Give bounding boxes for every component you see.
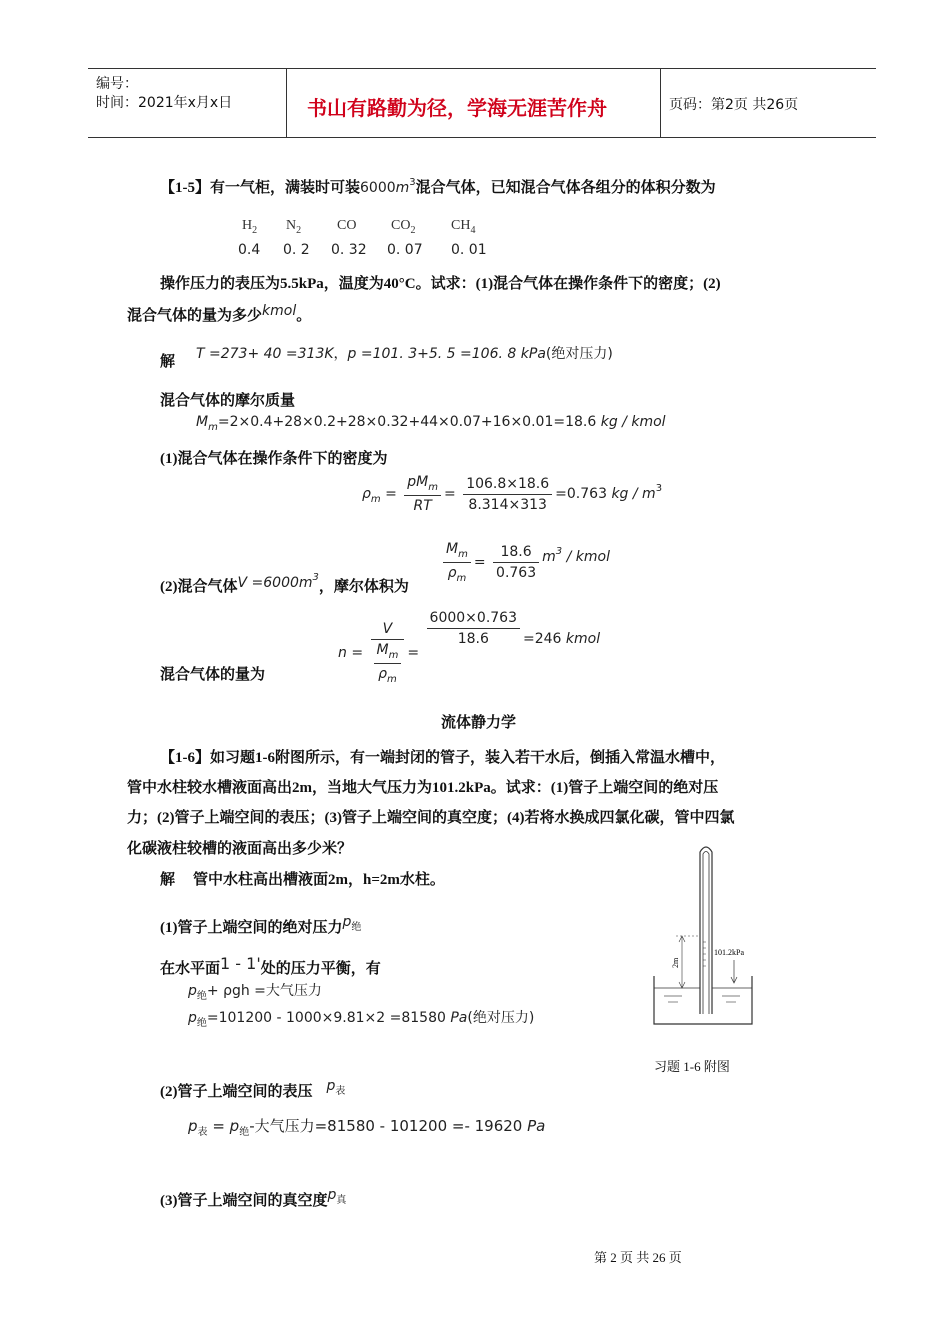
problem-1-6-line2: 管中水柱较水槽液面高出2m，当地大气压力为101.2kPa。试求：(1)管子上端空间的绝对压 bbox=[127, 780, 719, 796]
balance-text: 在水平面1 - 1'处的压力平衡，有 bbox=[160, 954, 381, 977]
amount-equation: n = $\frac{V}{\frac{M_m}{\rho_m}}$ = $\frac{6000\times 0.763}{18.6}$ =246 kmol bbox=[338, 610, 601, 685]
height-dimension bbox=[671, 936, 700, 988]
molar-volume-title: (2)混合气体$V =6000m^3$，摩尔体积为 bbox=[160, 572, 409, 595]
problem-1-6-line1: 【1-6】如习题1-6附图所示，有一端封闭的管子，装入若干水后，倒插入常温水槽中， bbox=[160, 750, 725, 766]
gauge-pressure-equation: $p_表 = p_绝-$大气压力=81580 - 101200 =- 19620 Pa bbox=[188, 1117, 546, 1138]
problem-1-6-line4: 化碳液柱较槽的液面高出多少米？ bbox=[127, 841, 353, 857]
q1-title: (1)管子上端空间的绝对压力$p_绝$ bbox=[160, 914, 362, 936]
solution-label: 解 bbox=[160, 354, 176, 370]
component-value: 0. 01 bbox=[451, 242, 487, 258]
molar-mass-title: 混合气体的摩尔质量 bbox=[160, 393, 296, 409]
component-name: $CO_2$ bbox=[391, 218, 416, 236]
header-page-number: 页码：第2页 共26页 bbox=[669, 97, 799, 113]
density-title: (1)混合气体在操作条件下的密度为 bbox=[160, 451, 388, 467]
component-name: $N_2$ bbox=[286, 218, 302, 236]
atmospheric-pressure-arrow bbox=[714, 948, 744, 983]
component-name: CO bbox=[337, 218, 357, 233]
header-page-cell bbox=[661, 69, 876, 137]
document-number-label: 编号： bbox=[96, 76, 138, 92]
header-meta-cell bbox=[88, 69, 287, 137]
motto-text: 书山有路勤为径，学海无涯苦作舟 bbox=[307, 96, 607, 120]
molar-mass-equation: $M_m=2\times 0.4+28\times 0.2+28\times 0.32+44\times 0.07+16\times 0.01=18.6$ kg / kmol bbox=[196, 414, 666, 433]
problem-tag: 【1-6】 bbox=[160, 750, 210, 766]
tube-tick-marks bbox=[703, 942, 706, 966]
component-value: 0. 2 bbox=[283, 242, 310, 258]
solution-temperature-pressure: T =273+ 40 =313K，p =101. 3+5. 5 =106. 8 kPa(绝对压力) bbox=[196, 346, 613, 362]
pressure-balance-eq1: $p_绝+ \rho gh$ =大气压力 bbox=[188, 983, 322, 1002]
component-value: 0. 07 bbox=[387, 242, 423, 258]
q3-title: (3)管子上端空间的真空度$p_真$ bbox=[160, 1187, 347, 1209]
header-table bbox=[88, 68, 876, 138]
footer-page-number: 第 2 页 共 26 页 bbox=[594, 1250, 682, 1265]
figure-caption: 习题 1-6 附图 bbox=[654, 1059, 730, 1074]
problem-tag: 【1-5】 bbox=[160, 180, 210, 196]
document-time-label: 时间：2021年x月x日 bbox=[96, 95, 233, 111]
header-motto-cell bbox=[287, 69, 661, 137]
q2-title: (2)管子上端空间的表压 $p_表$ bbox=[160, 1078, 346, 1100]
figure-height-label: 2m bbox=[671, 957, 680, 968]
solution-label: 解 管中水柱高出槽液面2m，h=2m水柱。 bbox=[160, 872, 445, 888]
inverted-tube bbox=[700, 847, 712, 1014]
component-name: $CH_4$ bbox=[451, 218, 476, 236]
molar-volume-equation: $\frac{M_m}{\rho_m}$ = $\frac{18.6}{0.763}$ $m^3$ / kmol bbox=[440, 541, 610, 584]
problem-1-6-line3: 力；(2)管子上端空间的表压；(3)管子上端空间的真空度；(4)若将水换成四氯化碳，管中四氯 bbox=[127, 810, 735, 826]
density-equation: $\rho_m$ = $\frac{pM_m}{RT}$ = $\frac{106.8\times 18.6}{8.314\times 313}$ =0.763 kg / $m^3$ bbox=[362, 474, 663, 514]
figure-1-6 bbox=[648, 838, 758, 1028]
component-value: 0. 32 bbox=[331, 242, 367, 258]
problem-1-5-question-line2: 混合气体的量为多少kmol。 bbox=[127, 303, 312, 324]
problem-1-5-intro: 【1-5】有一气柜，满装时可装$6000m^3$混合气体，已知混合气体各组分的体积分数为 bbox=[160, 177, 716, 196]
figure-pressure-label: 101.2kPa bbox=[714, 948, 744, 957]
pressure-balance-eq2: $p_绝=101200 - 1000\times 9.81\times 2 =81580$ Pa(绝对压力) bbox=[188, 1010, 535, 1029]
amount-title: 混合气体的量为 bbox=[160, 667, 266, 683]
section-title: 流体静力学 bbox=[441, 715, 517, 731]
component-name: $H_2$ bbox=[242, 218, 258, 236]
component-value: 0.4 bbox=[238, 242, 261, 258]
problem-1-5-question-line1: 操作压力的表压为5.5kPa，温度为40°C。试求：(1)混合气体在操作条件下的密度；(2) bbox=[160, 276, 721, 292]
